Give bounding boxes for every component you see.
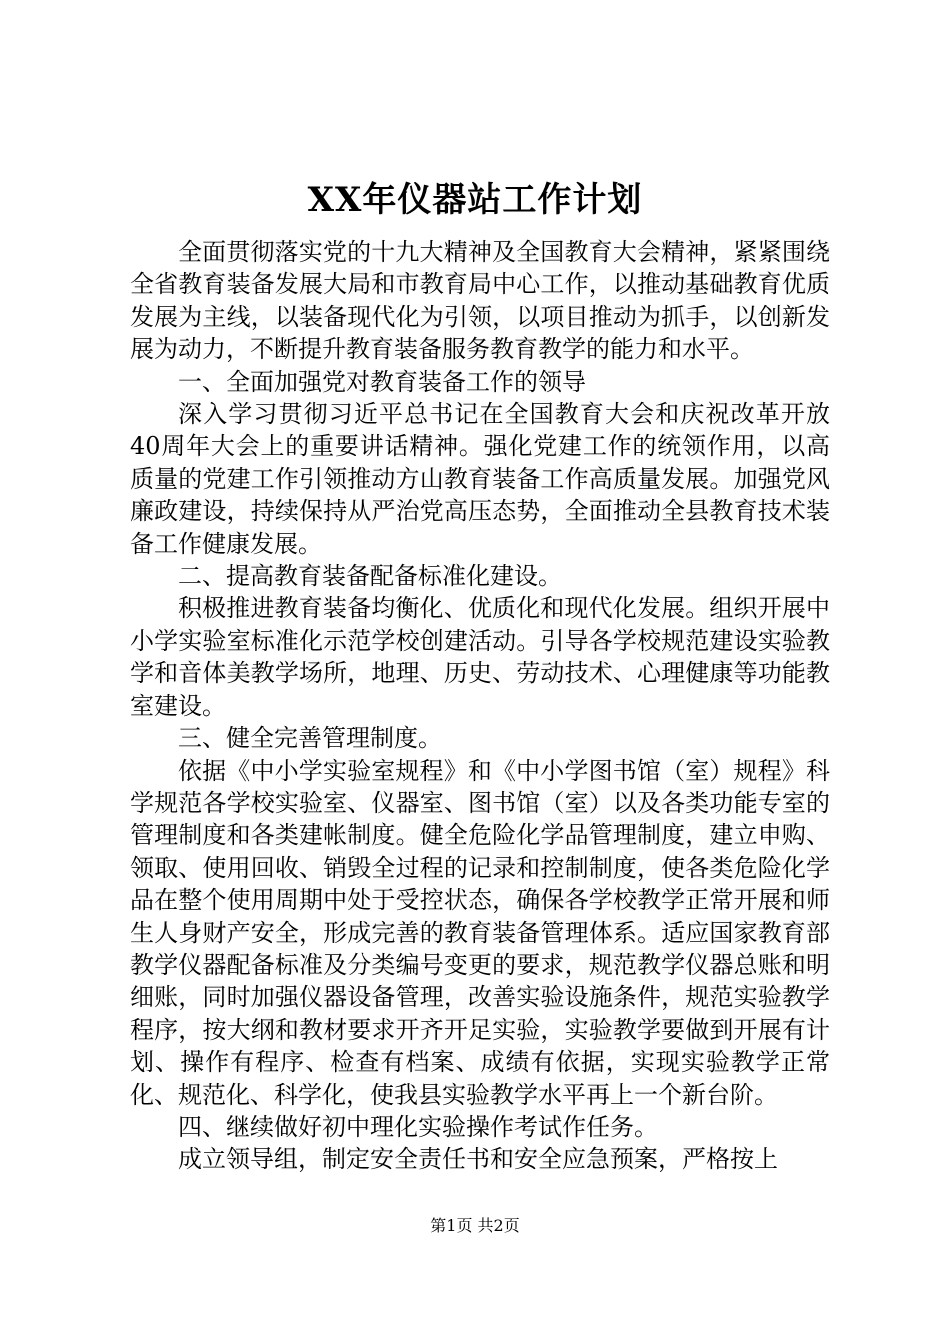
document-body: [130, 236, 830, 1176]
intro-paragraph: 全面贯彻落实党的十九大精神及全国教育大会精神，紧紧围绕全省教育装备发展大局和市教育局中心工作，以推动基础教育优质发展为主线，以装备现代化为引领，以项目推动为抓手，以创新发展为动力，不断提升教育装备服务教育教学的能力和水平。: [130, 238, 830, 364]
document-title: XX年仪器站工作计划: [307, 180, 643, 220]
section-heading-3: 三、健全完善管理制度。: [178, 724, 442, 753]
section-paragraph-3: 依据《中小学实验室规程》和《中小学图书馆（室）规程》科学规范各学校实验室、仪器室、图书馆（室）以及各类功能专室的管理制度和各类建帐制度。健全危险化学品管理制度，建立申购、领取、使用回收、销毁全过程的记录和控制制度，使各类危险化学品在整个使用周期中处于受控状态，确保各学校教学正常开展和师生人身财产安全，形成完善的教育装备管理体系。适应国家教育部教学仪器配备标准及分类编号变更的要求，规范教学仪器总账和明细账，同时加强仪器设备管理，改善实验设施条件，规范实验教学程序，按大纲和教材要求开齐开足实验，实验教学要做到开展有计划、操作有程序、检查有档案、成绩有依据，实现实验教学正常化、规范化、科学化，使我县实验教学水平再上一个新台阶。: [130, 756, 830, 1109]
section-paragraph-2: 积极推进教育装备均衡化、优质化和现代化发展。组织开展中小学实验室标准化示范学校创建活动。引导各学校规范建设实验教学和音体美教学场所，地理、历史、劳动技术、心理健康等功能教室建设。: [130, 594, 830, 720]
page-footer: 第1页 共2页: [430, 1216, 520, 1235]
section-heading-1: 一、全面加强党对教育装备工作的领导: [178, 367, 586, 396]
section-heading-2: 二、提高教育装备配备标准化建设。: [178, 562, 562, 591]
section-paragraph-1: 深入学习贯彻习近平总书记在全国教育大会和庆祝改革开放40周年大会上的重要讲话精神。强化党建工作的统领作用，以高质量的党建工作引领推动方山教育装备工作高质量发展。加强党风廉政建设，持续保持从严治党高压态势，全面推动全县教育技术装备工作健康发展。: [130, 400, 830, 558]
section-heading-4: 四、继续做好初中理化实验操作考试作任务。: [178, 1112, 658, 1141]
section-paragraph-4: 成立领导组，制定安全责任书和安全应急预案，严格按上: [178, 1145, 778, 1174]
